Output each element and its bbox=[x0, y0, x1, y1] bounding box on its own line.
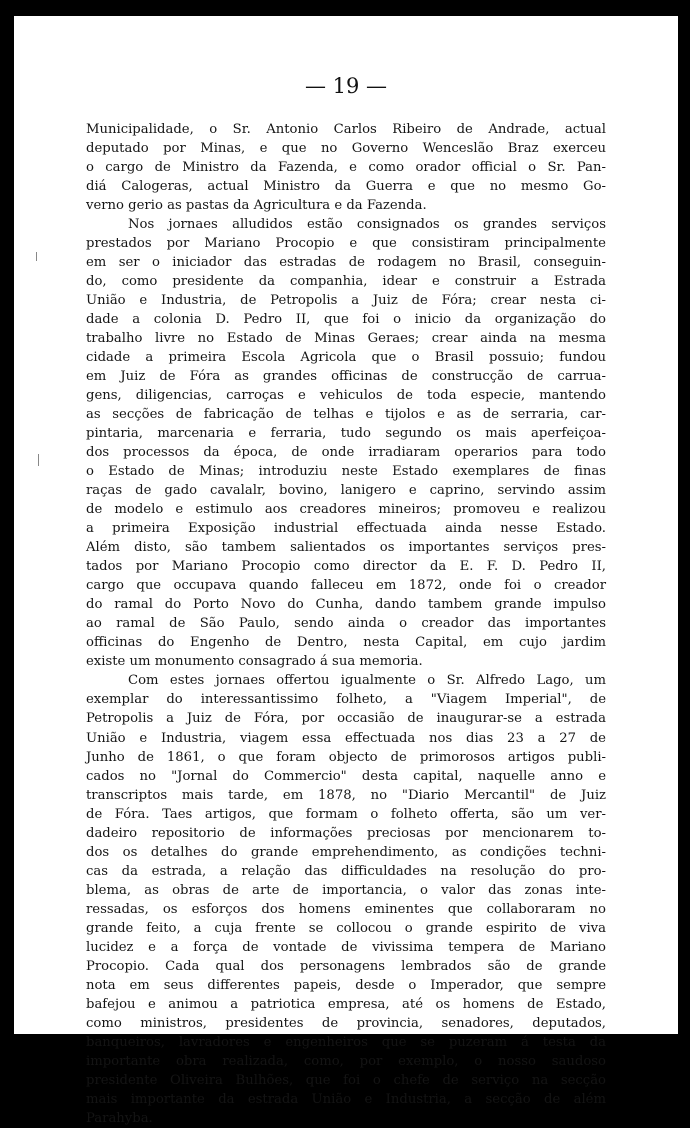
text-line: a primeira Exposição industrial effectuada ainda nesse Estado. bbox=[86, 521, 606, 537]
text-line: Além disto, são tambem salientados os importantes serviços pres- bbox=[86, 540, 606, 556]
text-line: raças de gado cavalalr, bovino, lanigero e caprino, servindo assim bbox=[86, 483, 606, 499]
paragraph-3 bbox=[86, 671, 606, 1127]
scan-mark bbox=[38, 454, 39, 466]
text-line: existe um monumento consagrado á sua memoria. bbox=[86, 654, 423, 670]
text-line: ao ramal de São Paulo, sendo ainda o creador das importantes bbox=[86, 616, 606, 632]
text-line: Nos jornaes alludidos estão consignados os grandes serviços bbox=[128, 217, 606, 233]
text-line: presidente Oliveira Bulhões, que foi o chefe de serviço na secção bbox=[86, 1072, 606, 1088]
text-line: as secções de fabricação de telhas e tijolos e as de serraria, car- bbox=[86, 407, 606, 423]
text-line: em Juiz de Fóra as grandes officinas de construcção de carrua- bbox=[86, 369, 606, 385]
paragraph-2 bbox=[86, 215, 606, 671]
text-line: dadeiro repositorio de informações preciosas por mencionarem to- bbox=[86, 825, 606, 841]
text-line: bafejou e animou a patriotica empresa, até os homens de Estado, bbox=[86, 996, 606, 1012]
text-line: gens, diligencias, carroças e vehiculos de toda especie, mantendo bbox=[86, 388, 606, 404]
scan-mark bbox=[36, 252, 37, 261]
text-line: lucidez e a força de vontade de vivissima tempera de Mariano bbox=[86, 939, 606, 955]
text-line: ressadas, os esforços dos homens eminentes que collaboraram no bbox=[86, 901, 606, 917]
text-line: tados por Mariano Procopio como director da E. F. D. Pedro II, bbox=[86, 559, 606, 575]
text-line: cas da estrada, a relação das difficuldades na resolução do pro- bbox=[86, 863, 606, 879]
text-line: grande feito, a cuja frente se collocou o grande espirito de viva bbox=[86, 920, 606, 936]
text-line: blema, as obras de arte de importancia, o valor das zonas inte- bbox=[86, 882, 606, 898]
text-line: o cargo de Ministro da Fazenda, e como orador official o Sr. Pan- bbox=[86, 160, 606, 176]
text-line: transcriptos mais tarde, em 1878, no "Diario Mercantil" de Juiz bbox=[86, 787, 606, 803]
text-line: verno gerio as pastas da Agricultura e da Fazenda. bbox=[86, 198, 427, 214]
text-line: Municipalidade, o Sr. Antonio Carlos Ribeiro de Andrade, actual bbox=[86, 122, 606, 137]
text-line: officinas do Engenho de Dentro, nesta Capital, em cujo jardim bbox=[86, 635, 606, 651]
text-line: dos processos da época, de onde irradiaram operarios para todo bbox=[86, 445, 606, 461]
text-line: prestados por Mariano Procopio e que consistiram principalmente bbox=[86, 236, 606, 252]
paragraph-1 bbox=[86, 120, 606, 215]
text-line: do, como presidente da companhia, idear e construir a Estrada bbox=[86, 274, 606, 290]
text-line: Parahyba. bbox=[86, 1110, 153, 1126]
text-line: nota em seus differentes papeis, desde o Imperador, que sempre bbox=[86, 977, 606, 993]
text-line: cados no "Jornal do Commercio" desta capital, naquelle anno e bbox=[86, 768, 606, 784]
text-line: pintaria, marcenaria e ferraria, tudo segundo os mais aperfeiçoa- bbox=[86, 426, 606, 442]
text-line: União e Industria, viagem essa effectuada nos dias 23 a 27 de bbox=[86, 730, 606, 746]
text-line: deputado por Minas, e que no Governo Wenceslão Braz exerceu bbox=[86, 141, 606, 157]
text-line: em ser o iniciador das estradas de rodagem no Brasil, conseguin- bbox=[86, 255, 606, 271]
text-line: dos os detalhes do grande emprehendimento, as condições techni- bbox=[86, 844, 606, 860]
text-line: trabalho livre no Estado de Minas Geraes; crear ainda na mesma bbox=[86, 331, 606, 347]
page-number: — 19 — bbox=[304, 74, 388, 98]
text-line: União e Industria, de Petropolis a Juiz de Fóra; crear nesta ci- bbox=[86, 293, 606, 309]
text-line: diá Calogeras, actual Ministro da Guerra e que no mesmo Go- bbox=[86, 179, 606, 195]
text-line: o Estado de Minas; introduziu neste Estado exemplares de finas bbox=[86, 464, 606, 480]
text-line: de Fóra. Taes artigos, que formam o folheto offerta, são um ver- bbox=[86, 806, 606, 822]
book-page bbox=[14, 16, 678, 1126]
text-line: mais importante da estrada União e Industria, a secção de além bbox=[86, 1091, 606, 1107]
text-line: Junho de 1861, o que foram objecto de primorosos artigos publi- bbox=[86, 749, 606, 765]
text-line: de modelo e estimulo aos creadores mineiros; promoveu e realizou bbox=[86, 502, 606, 518]
text-line: dade a colonia D. Pedro II, que foi o inicio da organização do bbox=[86, 312, 606, 328]
text-line: cargo que occupava quando falleceu em 1872, onde foi o creador bbox=[86, 578, 606, 594]
body-text bbox=[86, 120, 606, 1128]
text-line: como ministros, presidentes de provincia, senadores, deputados, bbox=[86, 1015, 606, 1031]
text-line: importante obra realizada, como, por exemplo, o nosso saudoso bbox=[86, 1053, 606, 1069]
text-line: Procopio. Cada qual dos personagens lembrados são de grande bbox=[86, 958, 606, 974]
text-line: do ramal do Porto Novo do Cunha, dando tambem grande impulso bbox=[86, 597, 606, 613]
text-line: cidade a primeira Escola Agricola que o Brasil possuio; fundou bbox=[86, 350, 606, 366]
text-line: exemplar do interessantissimo folheto, a "Viagem Imperial", de bbox=[86, 692, 606, 708]
text-line: Com estes jornaes offertou igualmente o Sr. Alfredo Lago, um bbox=[128, 673, 606, 689]
text-line: Petropolis a Juiz de Fóra, por occasião de inaugurar-se a estrada bbox=[86, 711, 606, 727]
text-line: banqueiros, lavradores e engenheiros que se puzeram á testa da bbox=[86, 1034, 606, 1050]
